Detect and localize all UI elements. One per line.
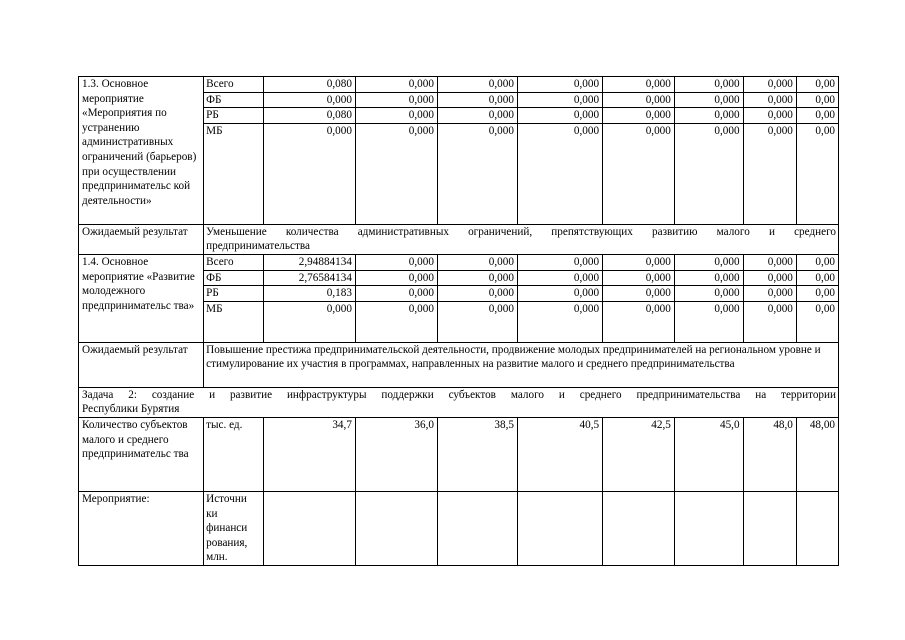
table-row [79,254,839,270]
value-cell: 0,00 [796,286,838,302]
table-row [79,491,839,565]
value-cell: 0,000 [674,254,743,270]
indicator-value: 45,0 [674,417,743,491]
value-cell: 0,000 [437,92,517,108]
value-cell: 0,000 [355,77,437,93]
task-2-line: Республики Бурятия [82,403,180,416]
empty-cell [603,491,675,565]
measure-1-4-label: 1.4. Основное мероприятие «Развитие молодежного предпринимательс тва» [79,254,204,342]
expected-result-text [204,224,839,254]
value-cell: 0,000 [603,92,675,108]
value-cell: 0,000 [603,123,675,224]
indicator-value: 34,7 [263,417,355,491]
value-cell: 0,000 [743,77,796,93]
value-cell: 0,000 [355,270,437,286]
value-cell: 0,000 [743,108,796,124]
value-cell: 0,000 [674,77,743,93]
value-cell: 0,000 [355,301,437,342]
expected-result-line: Уменьшение количества административных ограничений, препятствующих развитию малого и среднего [206,225,836,238]
value-cell: 0,000 [437,108,517,124]
source-cell: ФБ [204,92,263,108]
value-cell: 0,000 [517,301,602,342]
value-cell: 0,000 [674,301,743,342]
value-cell: 0,000 [263,123,355,224]
source-cell: Всего [204,254,263,270]
source-cell: РБ [204,286,263,302]
indicator-value: 36,0 [355,417,437,491]
value-cell: 0,00 [796,108,838,124]
value-cell: 0,000 [603,270,675,286]
value-cell: 0,000 [355,92,437,108]
value-cell: 0,000 [517,92,602,108]
empty-cell [674,491,743,565]
empty-cell [437,491,517,565]
financing-table [78,76,839,566]
measure-label: Мероприятие: [79,491,204,565]
indicator-value: 38,5 [437,417,517,491]
table-row [79,342,839,387]
source-cell: МБ [204,123,263,224]
indicator-value: 48,0 [743,417,796,491]
value-cell: 0,000 [355,254,437,270]
empty-cell [517,491,602,565]
value-cell: 0,000 [603,108,675,124]
value-cell: 0,000 [743,123,796,224]
value-cell: 0,000 [743,254,796,270]
value-cell: 2,76584134 [263,270,355,286]
value-cell: 0,000 [674,108,743,124]
source-cell: Всего [204,77,263,93]
value-cell: 0,000 [437,77,517,93]
value-cell: 0,00 [796,270,838,286]
expected-result-line: предпринимательства [206,240,310,253]
expected-result-label: Ожидаемый результат [79,224,204,254]
value-cell: 0,000 [263,301,355,342]
indicator-value: 48,00 [796,417,838,491]
task-2-heading [79,387,839,417]
value-cell: 0,000 [355,123,437,224]
value-cell: 0,080 [263,77,355,93]
value-cell: 0,000 [517,77,602,93]
indicator-value: 40,5 [517,417,602,491]
value-cell: 0,00 [796,254,838,270]
empty-cell [355,491,437,565]
value-cell: 0,000 [437,254,517,270]
value-cell: 0,000 [517,123,602,224]
financing-table-page [78,76,839,566]
value-cell: 0,000 [743,301,796,342]
empty-cell [743,491,796,565]
expected-result-text: Повышение престижа предпринимательской деятельности, продвижение молодых предпринимателей на региональном уровне и стимулирование их участия в программах, направленных на развитие малого и среднего предпринимательства [204,342,839,387]
value-cell: 0,00 [796,123,838,224]
value-cell: 0,000 [603,301,675,342]
value-cell: 0,00 [796,77,838,93]
table-row [79,224,839,254]
indicator-value: 42,5 [603,417,675,491]
empty-cell [796,491,838,565]
value-cell: 0,000 [437,123,517,224]
value-cell: 0,000 [603,77,675,93]
value-cell: 0,000 [263,92,355,108]
source-cell: ФБ [204,270,263,286]
value-cell: 0,00 [796,301,838,342]
value-cell: 0,000 [674,123,743,224]
table-row [79,417,839,491]
source-cell: МБ [204,301,263,342]
value-cell: 0,000 [674,270,743,286]
value-cell: 2,94884134 [263,254,355,270]
table-row [79,387,839,417]
value-cell: 0,000 [437,286,517,302]
value-cell: 0,000 [674,286,743,302]
indicator-label: Количество субъектов малого и среднего предпринимательс тва [79,417,204,491]
measure-1-3-label: 1.3. Основное мероприятие «Мероприятия по устранению административных ограничений (барьеров) при осуществлении предпринимательс кой деятельности» [79,77,204,225]
value-cell: 0,000 [603,254,675,270]
value-cell: 0,000 [517,286,602,302]
value-cell: 0,000 [437,270,517,286]
value-cell: 0,183 [263,286,355,302]
indicator-unit: тыс. ед. [204,417,263,491]
value-cell: 0,000 [517,108,602,124]
value-cell: 0,000 [517,254,602,270]
value-cell: 0,000 [743,286,796,302]
value-cell: 0,000 [743,270,796,286]
expected-result-label: Ожидаемый результат [79,342,204,387]
value-cell: 0,00 [796,92,838,108]
value-cell: 0,000 [355,286,437,302]
value-cell: 0,000 [517,270,602,286]
source-cell: РБ [204,108,263,124]
value-cell: 0,080 [263,108,355,124]
table-row [79,77,839,93]
value-cell: 0,000 [355,108,437,124]
value-cell: 0,000 [674,92,743,108]
value-cell: 0,000 [743,92,796,108]
task-2-line: Задача 2: создание и развитие инфраструктуры поддержки субъектов малого и среднего предпринимательства на территории [82,388,836,401]
measure-source-header: Источни ки финанси рования, млн. [204,491,263,565]
value-cell: 0,000 [437,301,517,342]
value-cell: 0,000 [603,286,675,302]
empty-cell [263,491,355,565]
